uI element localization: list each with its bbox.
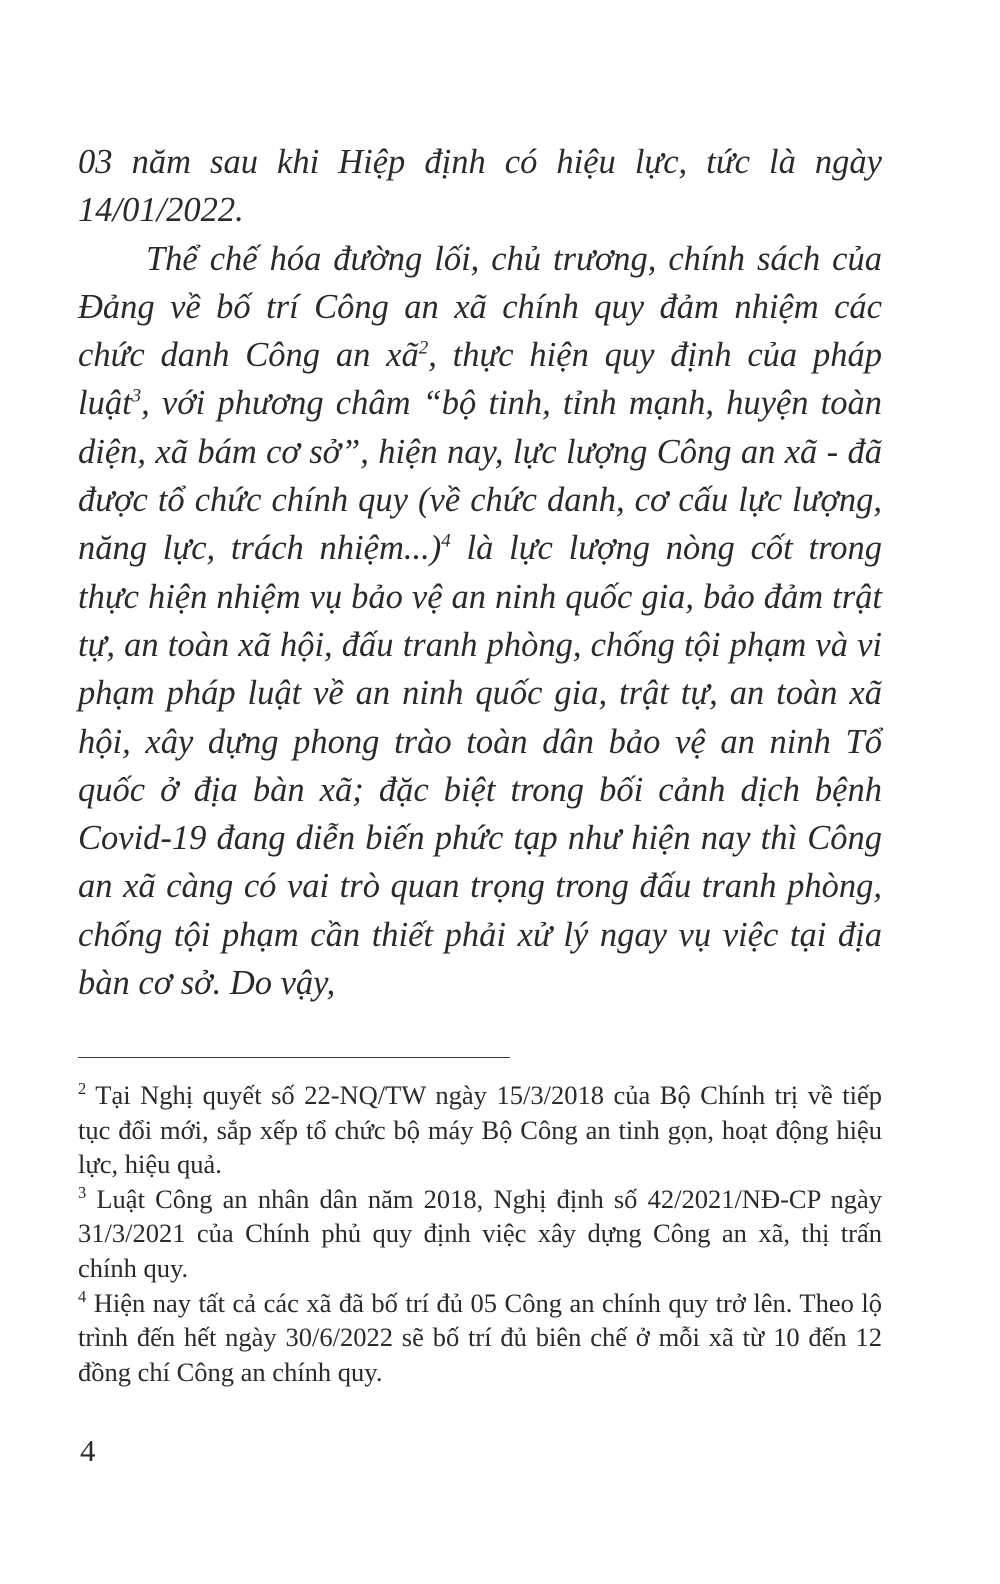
- paragraph: [78, 235, 882, 1008]
- footnote-text: Luật Công an nhân dân năm 2018, Nghị định số 42/2021/NĐ-CP ngày 31/3/2021 của Chính phủ quy định việc xây dựng Công an xã, thị trấn chính quy.: [78, 1183, 882, 1283]
- footnote: [78, 1078, 882, 1182]
- body-text: [78, 138, 882, 1007]
- footnote-text: Hiện nay tất cả các xã đã bố trí đủ 05 Công an chính quy trở lên. Theo lộ trình đến hết ngày 30/6/2022 sẽ bố trí đủ biên chế ở mỗi xã từ 10 đến 12 đồng chí Công an chính quy.: [78, 1287, 882, 1387]
- footnotes: [78, 1078, 882, 1389]
- footnote-divider: [78, 1057, 510, 1058]
- paragraph-text: , thực hiện quy định của pháp luật: [78, 336, 882, 423]
- footnote-number: 3: [78, 1182, 87, 1202]
- paragraph-text: Thể chế hóa đường lối, chủ trương, chính sách của Đảng về bố trí Công an xã chính quy đảm nhiệm các chức danh Công an xã: [78, 239, 882, 375]
- footnote-number: 2: [78, 1079, 87, 1099]
- footnote-number: 4: [78, 1286, 87, 1306]
- footnote-ref-4: 4: [441, 530, 451, 552]
- paragraph-text: , với phương châm “bộ tinh, tỉnh mạnh, huyện toàn diện, xã bám cơ sở”, hiện nay, lực lượng Công an xã - đã được tổ chức chính quy (về chức danh, cơ cấu lực lượng, năng lực, trách nhiệm...): [78, 384, 882, 568]
- footnote: [78, 1182, 882, 1286]
- paragraph-continuation: 03 năm sau khi Hiệp định có hiệu lực, tức là ngày 14/01/2022.: [78, 143, 882, 230]
- footnote-text: Tại Nghị quyết số 22-NQ/TW ngày 15/3/2018 của Bộ Chính trị về tiếp tục đổi mới, sắp xếp tổ chức bộ máy Bộ Công an tinh gọn, hoạt động hiệu lực, hiệu quả.: [78, 1080, 882, 1180]
- footnote: [78, 1286, 882, 1390]
- footnote-ref-2: 2: [418, 337, 429, 359]
- footnote-ref-3: 3: [131, 385, 142, 407]
- paragraph-text: là lực lượng nòng cốt trong thực hiện nhiệm vụ bảo vệ an ninh quốc gia, bảo đảm trật tự, an toàn xã hội, đấu tranh phòng, chống tội phạm và vi phạm pháp luật về an ninh quốc gia, trật tự, an toàn xã hội, xây dựng phong trào toàn dân bảo vệ an ninh Tổ quốc ở địa bàn xã; đặc biệt trong bối cảnh dịch bệnh Covid-19 đang diễn biến phức tạp như hiện nay thì Công an xã càng có vai trò quan trọng trong đấu tranh phòng, chống tội phạm cần thiết phải xử lý ngay vụ việc tại địa bàn cơ sở. Do vậy,: [78, 529, 882, 1003]
- page-number: 4: [80, 1433, 96, 1468]
